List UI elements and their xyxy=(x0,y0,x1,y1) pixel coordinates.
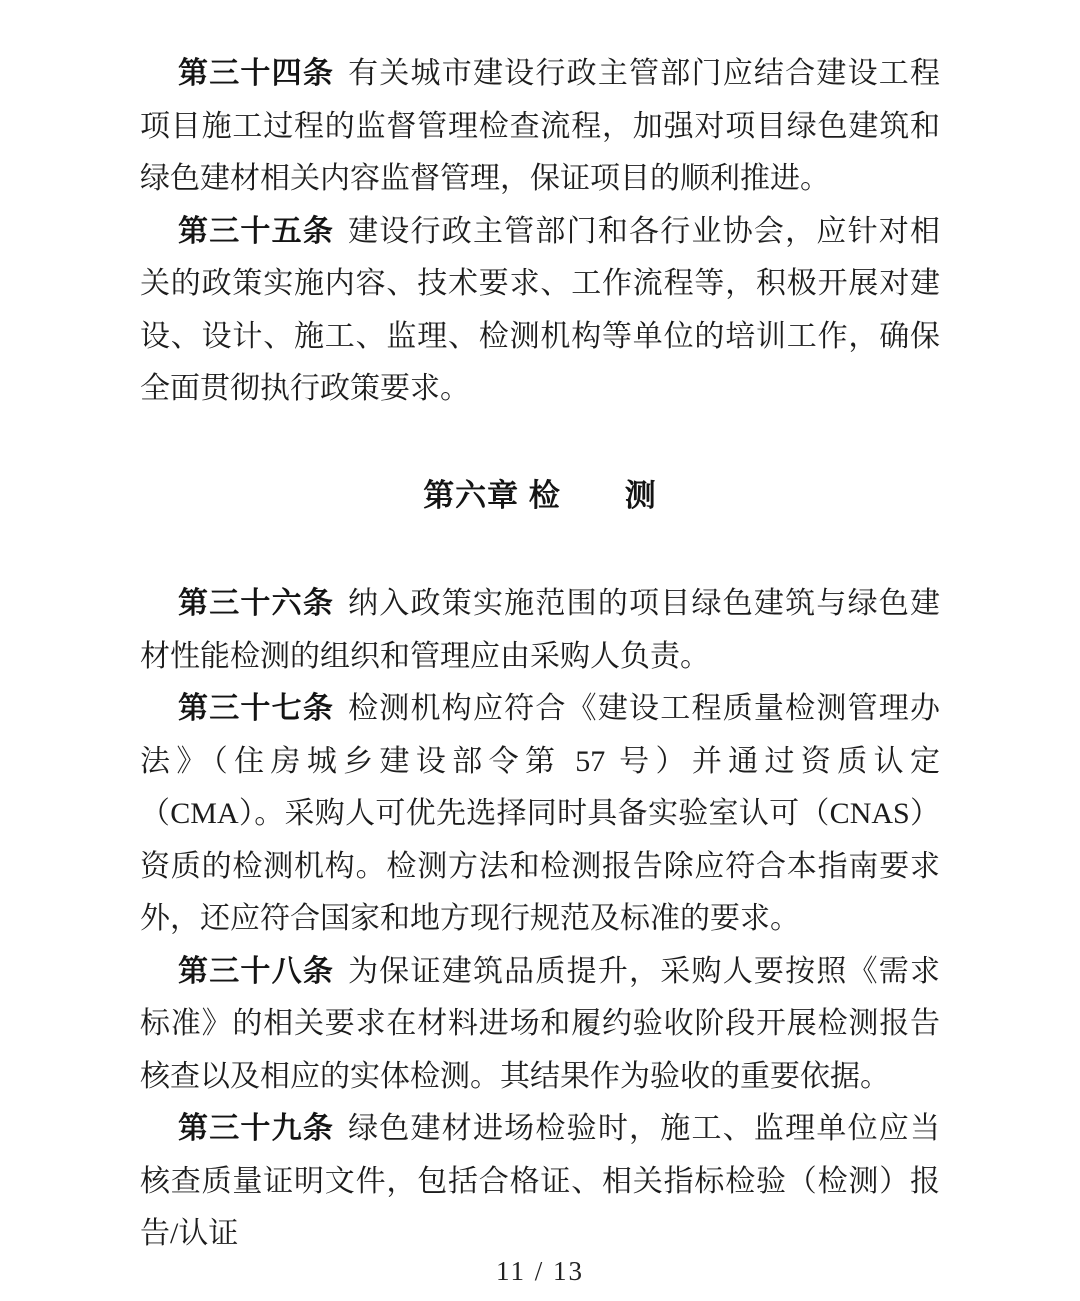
article-37-number: 第三十七条 xyxy=(178,692,335,725)
article-39-paragraph xyxy=(140,1103,940,1261)
article-34-number: 第三十四条 xyxy=(178,57,335,90)
article-39-text: 绿色建材进场检验时，施工、监理单位应当核查质量证明文件，包括合格证、相关指标检验（检测）报告/认证 xyxy=(140,1112,941,1250)
article-34-text: 有关城市建设行政主管部门应结合建设工程项目施工过程的监督管理检查流程，加强对项目绿色建筑和绿色建材相关内容监督管理，保证项目的顺利推进。 xyxy=(140,57,941,195)
article-35-text: 建设行政主管部门和各行业协会，应针对相关的政策实施内容、技术要求、工作流程等，积极开展对建设、设计、施工、监理、检测机构等单位的培训工作，确保全面贯彻执行政策要求。 xyxy=(140,214,941,405)
article-38-paragraph xyxy=(140,946,940,1104)
article-38-text: 为保证建筑品质提升，采购人要按照《需求标准》的相关要求在材料进场和履约验收阶段开展检测报告核查以及相应的实体检测。其结果作为验收的重要依据。 xyxy=(140,954,941,1093)
article-38-number: 第三十八条 xyxy=(178,954,335,988)
chapter-heading: 第六章 检 测 xyxy=(423,477,657,513)
article-35-paragraph xyxy=(140,206,940,416)
article-37-paragraph xyxy=(140,683,940,946)
article-34-paragraph xyxy=(140,48,940,206)
article-36-text: 纳入政策实施范围的项目绿色建筑与绿色建材性能检测的组织和管理应由采购人负责。 xyxy=(140,587,941,673)
article-37-text: 检测机构应符合《建设工程质量检测管理办法》（住房城乡建设部令第 57 号）并通过资质认定（CMA）。采购人可优先选择同时具备实验室认可（CNAS）资质的检测机构。检测方法和检测报告除应符合本指南要求外，还应符合国家和地方现行规范及标准的要求。 xyxy=(140,692,941,935)
article-36-paragraph xyxy=(140,578,940,683)
article-39-number: 第三十九条 xyxy=(178,1112,335,1145)
article-35-number: 第三十五条 xyxy=(178,214,335,248)
article-36-number: 第三十六条 xyxy=(178,587,335,620)
page-number: 11 / 13 xyxy=(496,1256,584,1286)
